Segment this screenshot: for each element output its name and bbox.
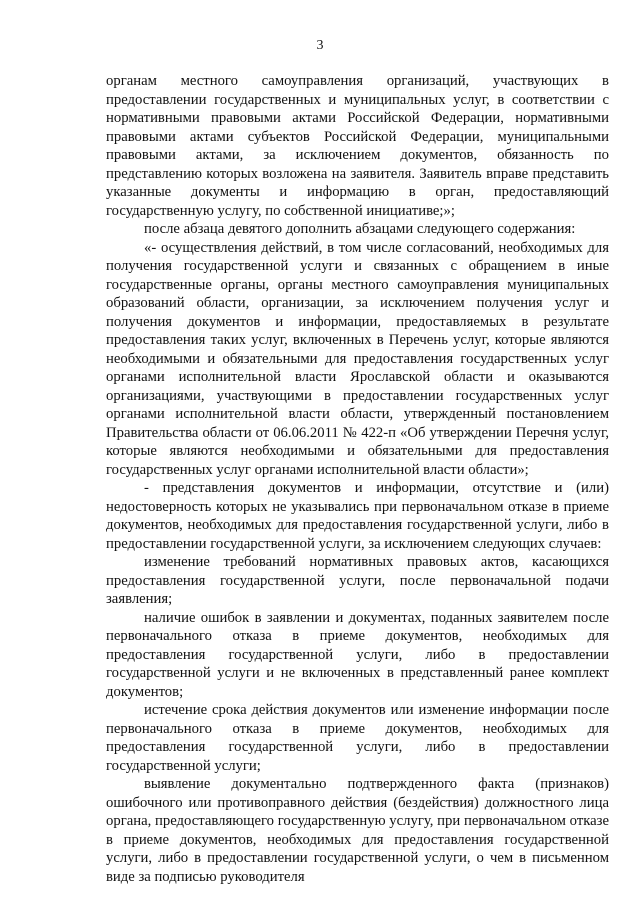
paragraph-continuation: органам местного самоуправления организаций, участвующих в предоставлении государственных и муниципальных услуг, в соответствии с нормативными правовыми актами Российской Федерации, нормативными правовыми актами субъектов Российской Федерации, муниципальными правовыми актами, за исключением документов, обязанность по представлению которых возложена на заявителя. Заявитель вправе представить указанные документы и информацию в орган, предоставляющий государственную услугу, по собственной инициативе;»;: [106, 73, 609, 219]
paragraph-exception-expiry: истечение срока действия документов или изменение информации после первоначального отказа в приеме документов, необходимых для предоставления государственной услуги, либо в предоставлении государственной услуги;: [106, 702, 609, 774]
paragraph-amendment-intro: после абзаца девятого дополнить абзацами следующего содержания:: [144, 221, 576, 237]
paragraph-exception-misconduct: выявление документально подтвержденного факта (признаков) ошибочного или противоправного действия (бездействия) должностного лица органа, предоставляющего государственную услугу, при первоначальном отказе в приеме документов, необходимых для предоставления государственной услуги, либо в предоставлении государственной услуги, о чем в письменном виде за подписью руководителя: [106, 776, 609, 885]
page-number: 3: [316, 38, 324, 53]
paragraph-new-item-documents: - представления документов и информации, отсутствие и (или) недостоверность которых не указывались при первоначальном отказе в приеме документов, необходимых для предоставления государственной услуги, либо в предоставлении государственной услуги, за исключением следующих случаев:: [106, 480, 609, 552]
paragraph-exception-errors: наличие ошибок в заявлении и документах, поданных заявителем после первоначального отказа в приеме документов, необходимых для предоставления государственной услуги, либо в предоставлении государственной услуги и не включенных в представленный ранее комплект документов;: [106, 609, 609, 700]
document-body: [106, 72, 609, 886]
paragraph-new-item-actions: «- осуществления действий, в том числе согласований, необходимых для получения государственной услуги и связанных с обращением в иные государственные органы, органы местного самоуправления муниципальных образований области, организации, за исключением получения услуг и получения документов и информации, предоставляемых в результате предоставления таких услуг, включенных в Перечень услуг, которые являются необходимыми и обязательными для предоставления государственных услуг органами исполнительной власти Ярославской области и оказываются организациями, участвующими в предоставлении государственных услуг органами исполнительной власти области, утвержденный постановлением Правительства области от 06.06.2011 № 422-п «Об утверждении Перечня услуг, которые являются необходимыми и обязательными для предоставления государственных услуг органами исполнительной власти области»;: [106, 239, 609, 478]
paragraph-exception-requirements: изменение требований нормативных правовых актов, касающихся предоставления государственной услуги, после первоначальной подачи заявления;: [106, 554, 609, 607]
